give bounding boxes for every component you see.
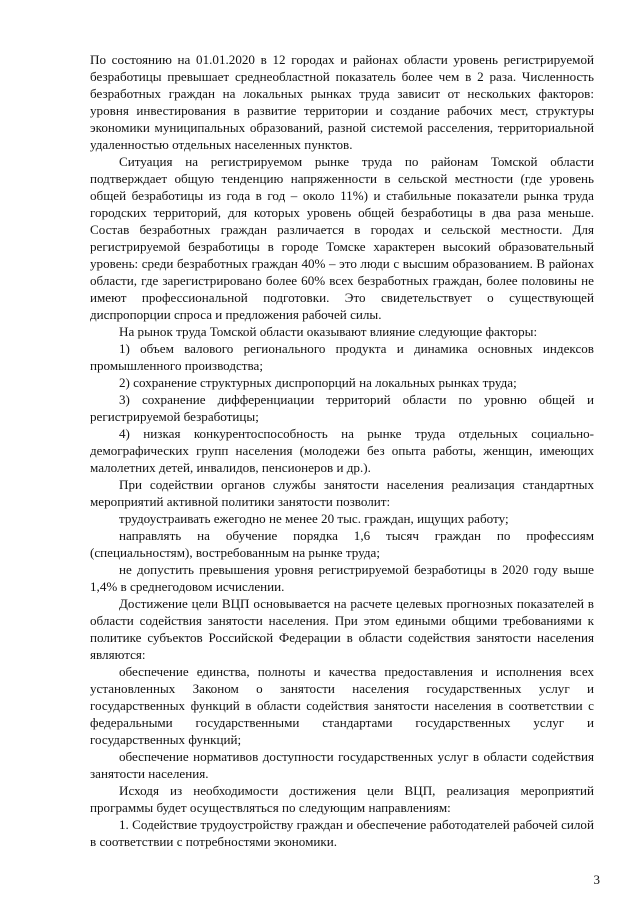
list-item: 2) сохранение структурных диспропорций на локальных рынках труда; [119, 375, 517, 390]
paragraph: При содействии органов службы занятости населения реализация стандартных мероприятий активной политики занятости позволит: [90, 477, 594, 509]
list-item: 4) низкая конкурентоспособность на рынке труда отдельных социально-демографических групп населения (молодежи без опыта работы, женщин, имеющих малолетних детей, инвалидов, пенсионеров и др.). [90, 426, 594, 475]
list-item: 1. Содействие трудоустройству граждан и обеспечение работодателей рабочей силой в соответствии с потребностями экономики. [90, 817, 594, 849]
paragraph: Ситуация на регистрируемом рынке труда по районам Томской области подтверждает общую тенденцию напряженности в сельской местности (где уровень общей безработицы из года в год – около 11%) и стабильные показатели рынка труда городских территорий, для которых уровень общей безработицы в два раза меньше. Состав безработных граждан различается в городах и сельской местности. Для регистрируемой безработицы в городе Томске характерен высокий образовательный уровень: среди безработных граждан 40% – это люди с высшим образованием. В районах области, где зарегистрировано более 60% всех безработных граждан, более половины не имеют профессиональной подготовки. Это свидетельствует о существующей диспропорции спроса и предложения рабочей силы. [90, 154, 594, 322]
list-item: трудоустраивать ежегодно не менее 20 тыс. граждан, ищущих работу; [119, 511, 509, 526]
list-item: 3) сохранение дифференциации территорий области по уровню общей и регистрируемой безработицы; [90, 392, 594, 424]
paragraph: Достижение цели ВЦП основывается на расчете целевых прогнозных показателей в области содействия занятости населения. При этом едиными общими требованиями к политике субъектов Российской Федерации в области содействия занятости населения являются: [90, 596, 594, 662]
paragraph: Исходя из необходимости достижения цели ВЦП, реализация мероприятий программы будет осуществляться по следующим направлениям: [90, 783, 594, 815]
list-item: 1) объем валового регионального продукта и динамика основных индексов промышленного производства; [90, 341, 594, 373]
paragraph: По состоянию на 01.01.2020 в 12 городах и районах области уровень регистрируемой безработицы превышает среднеобластной показатель более чем в 2 раза. Численность безработных граждан на локальных рынках труда зависит от нескольких факторов: уровня инвестирования в развитие территории и создание рабочих мест, структуры экономики муниципальных образований, разной системой расселения, территориальной удаленностью отдельных населенных пунктов. [90, 52, 594, 152]
list-item: обеспечение нормативов доступности государственных услуг в области содействия занятости населения. [90, 749, 594, 781]
list-item: направлять на обучение порядка 1,6 тысяч граждан по профессиям (специальностям), востребованным на рынке труда; [90, 528, 594, 560]
paragraph: На рынок труда Томской области оказывают влияние следующие факторы: [119, 324, 538, 339]
document-body [90, 51, 594, 850]
list-item: не допустить превышения уровня регистрируемой безработицы в 2020 году выше 1,4% в среднегодовом исчислении. [90, 562, 594, 594]
page-number: 3 [593, 872, 600, 887]
list-item: обеспечение единства, полноты и качества предоставления и исполнения всех установленных Законом о занятости населения государственных услуг и государственных функций в области содействия занятости населения в соответствии с федеральными государственными стандартами государственных услуг и государственных функций; [90, 664, 594, 747]
